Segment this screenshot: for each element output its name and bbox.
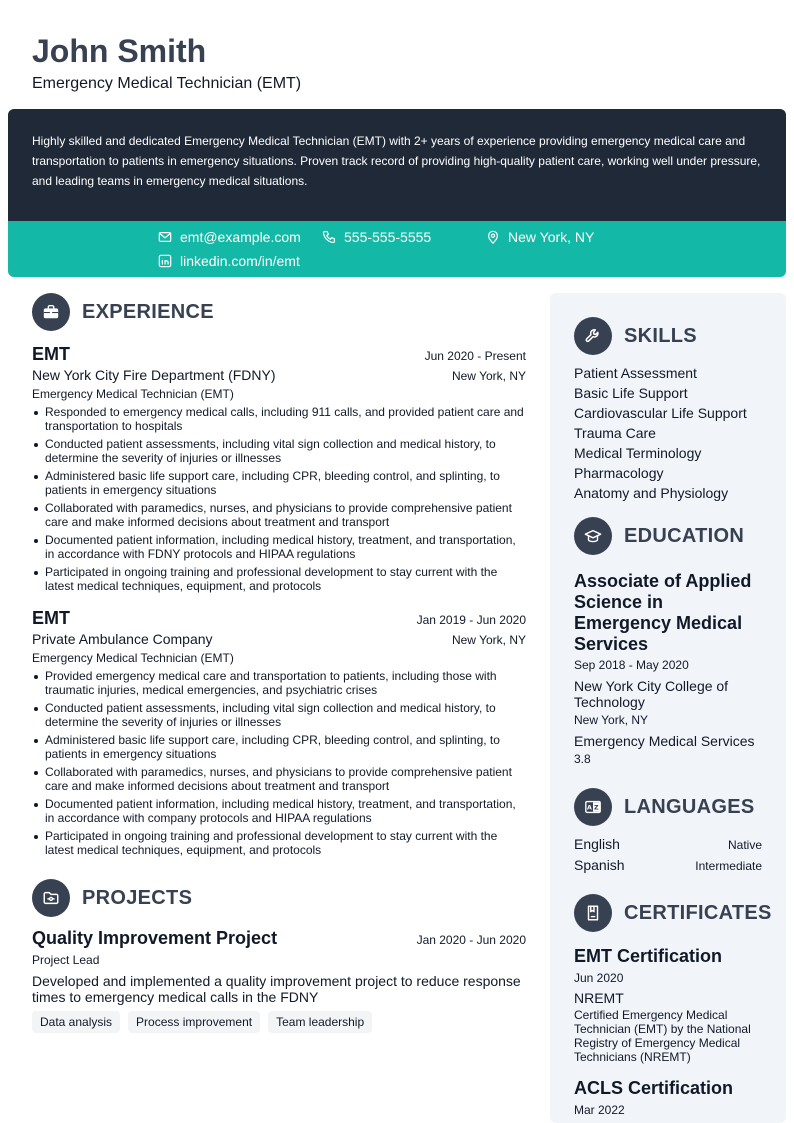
job-entry xyxy=(32,607,526,857)
job-bullet: Participated in ongoing training and professional development to stay current with the latest medical techniques, equipment, and protocols xyxy=(32,565,526,593)
skills-heading xyxy=(574,317,762,355)
language-item xyxy=(574,855,762,876)
svg-text:A: A xyxy=(586,804,592,812)
skill-item: Trauma Care xyxy=(574,425,656,441)
certificate-entry xyxy=(574,946,762,1064)
education-heading xyxy=(574,517,762,555)
education-field: Emergency Medical Services xyxy=(574,733,755,749)
project-tag: Team leadership xyxy=(268,1011,372,1033)
project-tag: Data analysis xyxy=(32,1011,120,1033)
resume-header xyxy=(32,32,301,94)
contact-linkedin[interactable] xyxy=(158,253,300,269)
language-name: Spanish xyxy=(574,857,625,873)
education-gpa: 3.8 xyxy=(574,752,591,766)
education-school: New York City College of Technology xyxy=(574,678,729,710)
job-bullet: Conducted patient assessments, including vital sign collection and medical history, to determine the severity of injuries or illnesses xyxy=(32,701,526,729)
skill-item: Basic Life Support xyxy=(574,385,688,401)
skill-item: Patient Assessment xyxy=(574,365,697,381)
email-text: emt@example.com xyxy=(180,229,301,245)
job-title: EMT xyxy=(32,344,70,364)
certificate-title: EMT Certification xyxy=(574,946,723,966)
education-location: New York, NY xyxy=(574,713,649,727)
main-column xyxy=(32,293,526,1033)
language-item xyxy=(574,834,762,855)
education-degree: Associate of Applied Science in Emergency Medical Services xyxy=(574,571,752,654)
project-title: Quality Improvement Project xyxy=(32,928,278,948)
email-icon xyxy=(158,230,172,244)
job-bullets xyxy=(32,405,526,593)
phone-icon xyxy=(322,230,336,244)
language-level: Intermediate xyxy=(695,859,762,873)
job-company: New York City Fire Department (FDNY) xyxy=(32,367,276,383)
project-entry xyxy=(32,927,526,1033)
language-name: English xyxy=(574,836,620,852)
language-level: Native xyxy=(727,838,762,852)
education-title: EDUCATION xyxy=(624,524,745,547)
phone-text: 555-555-5555 xyxy=(344,229,432,245)
project-tag: Process improvement xyxy=(128,1011,260,1033)
skills-list xyxy=(574,363,762,503)
certificate-title: ACLS Certification xyxy=(574,1078,734,1098)
job-bullet: Collaborated with paramedics, nurses, and physicians to provide comprehensive patient care and make informed decisions about treatment and transport xyxy=(32,765,526,793)
project-role: Project Lead xyxy=(32,953,100,967)
projects-heading xyxy=(32,879,526,917)
location-text: New York, NY xyxy=(508,229,595,245)
certificate-icon xyxy=(574,894,612,932)
job-bullet: Administered basic life support care, including CPR, bleeding control, and splinting, to patients in emergency situations xyxy=(32,733,526,761)
skill-item: Medical Terminology xyxy=(574,445,702,461)
contact-phone[interactable] xyxy=(322,229,431,245)
linkedin-text: linkedin.com/in/emt xyxy=(180,253,300,269)
graduation-cap-icon xyxy=(574,517,612,555)
job-bullets xyxy=(32,669,526,857)
job-bullet: Participated in ongoing training and professional development to stay current with the latest medical techniques, equipment, and protocols xyxy=(32,829,526,857)
projects-title: PROJECTS xyxy=(82,886,193,909)
skills-title: SKILLS xyxy=(624,324,697,347)
job-entry xyxy=(32,343,526,593)
briefcase-icon xyxy=(32,293,70,331)
education-date: Sep 2018 - May 2020 xyxy=(574,658,689,672)
project-date: Jan 2020 - Jun 2020 xyxy=(416,933,526,947)
languages-list xyxy=(574,834,762,876)
job-bullet: Conducted patient assessments, including vital sign collection and medical history, to determine the severity of injuries or illnesses xyxy=(32,437,526,465)
svg-text:Z: Z xyxy=(593,804,599,812)
job-location: New York, NY xyxy=(451,633,526,647)
certificate-entry xyxy=(574,1078,762,1119)
wrench-icon xyxy=(574,317,612,355)
contact-email[interactable] xyxy=(158,229,301,245)
summary-text: Highly skilled and dedicated Emergency Medical Technician (EMT) with 2+ years of experience providing emergency medical care and transportation to patients in emergency situations. Proven track record of providing high-quality patient care, working well under pressure, and leading teams in emergency medical situations. xyxy=(32,134,761,188)
candidate-name: John Smith xyxy=(32,33,207,69)
job-role: Emergency Medical Technician (EMT) xyxy=(32,651,234,665)
certificates-heading xyxy=(574,894,772,932)
project-description: Developed and implemented a quality improvement project to reduce response times to emergency medical calls in the FDNY xyxy=(32,973,521,1005)
translate-icon xyxy=(574,788,612,826)
job-bullet: Collaborated with paramedics, nurses, and physicians to provide comprehensive patient care and make informed decisions about treatment and transport xyxy=(32,501,526,529)
job-bullet: Responded to emergency medical calls, including 911 calls, and provided patient care and transportation to hospitals xyxy=(32,405,526,433)
experience-heading xyxy=(32,293,526,331)
location-pin-icon xyxy=(486,230,500,244)
sidebar xyxy=(550,293,786,1123)
skill-item: Anatomy and Physiology xyxy=(574,485,729,501)
job-company: Private Ambulance Company xyxy=(32,631,213,647)
folder-icon xyxy=(32,879,70,917)
job-role: Emergency Medical Technician (EMT) xyxy=(32,387,234,401)
job-bullet: Documented patient information, including medical history, treatment, and transportation, in accordance with company protocols and HIPAA regulations xyxy=(32,797,526,825)
certificate-date: Jun 2020 xyxy=(574,971,624,985)
job-date: Jan 2019 - Jun 2020 xyxy=(416,613,526,627)
project-tags xyxy=(32,1011,526,1033)
skill-item: Pharmacology xyxy=(574,465,664,481)
contact-location xyxy=(486,229,594,245)
job-bullet: Administered basic life support care, including CPR, bleeding control, and splinting, to patients in emergency situations xyxy=(32,469,526,497)
job-bullet: Provided emergency medical care and transportation to patients, including those with traumatic injuries, medical emergencies, and psychiatric crises xyxy=(32,669,526,697)
languages-title: LANGUAGES xyxy=(624,795,755,818)
job-location: New York, NY xyxy=(451,369,526,383)
certificate-date: Mar 2022 xyxy=(574,1103,625,1117)
candidate-title: Emergency Medical Technician (EMT) xyxy=(32,75,302,92)
skill-item: Cardiovascular Life Support xyxy=(574,405,747,421)
job-title: EMT xyxy=(32,608,70,628)
certificates-title: CERTIFICATES xyxy=(624,901,772,924)
linkedin-icon xyxy=(158,254,172,268)
experience-title: EXPERIENCE xyxy=(82,300,214,323)
languages-heading xyxy=(574,788,762,826)
certificate-issuer: NREMT xyxy=(574,990,624,1006)
job-bullet: Documented patient information, including medical history, treatment, and transportation, in accordance with FDNY protocols and HIPAA regulations xyxy=(32,533,526,561)
job-date: Jun 2020 - Present xyxy=(424,349,526,363)
summary-section xyxy=(8,109,786,221)
certificate-description: Certified Emergency Medical Technician (EMT) by the National Registry of Emergency Medical Technicians (NREMT) xyxy=(574,1008,751,1064)
contact-bar xyxy=(8,221,786,277)
